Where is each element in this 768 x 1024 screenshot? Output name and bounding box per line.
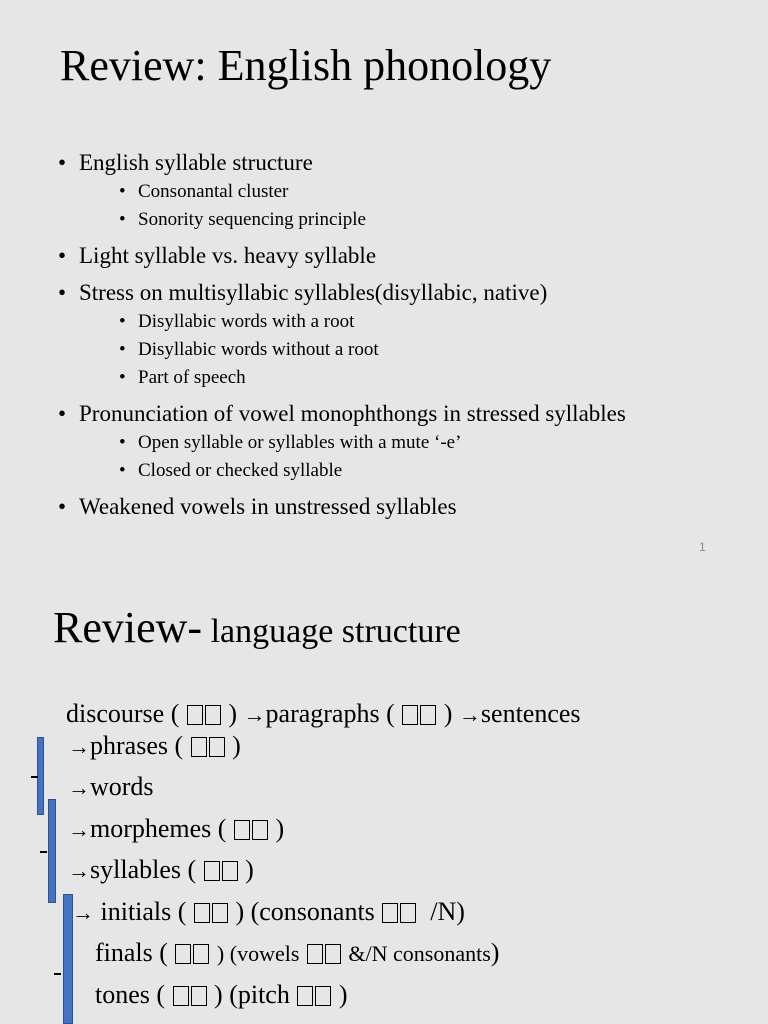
title-main: Review- [53, 603, 203, 652]
label-syllables: syllables ( [90, 855, 197, 884]
close-paren: ) [232, 731, 241, 760]
row-phrases [68, 730, 241, 763]
cjk-glyph [402, 705, 418, 725]
arrow-icon: → [68, 775, 90, 800]
cjk-glyph [209, 737, 225, 757]
bullet-text: Weakened vowels in unstressed syllables [79, 494, 457, 519]
label-tones: tones ( [95, 980, 166, 1009]
sub-bullet-item [79, 206, 748, 234]
sub-bullet-list [79, 308, 748, 392]
cjk-glyph [194, 903, 210, 923]
page-number: 1 [699, 540, 706, 554]
label-n-suffix: /N) [430, 897, 465, 926]
bullet-dot-icon: • [58, 280, 67, 305]
bullet-item [58, 399, 748, 485]
label-paragraphs: paragraphs ( [265, 699, 395, 728]
bullet-list [58, 148, 748, 522]
cjk-glyph [222, 861, 238, 881]
sub-bullet-text: Disyllabic words without a root [138, 339, 379, 360]
sub-bullet-list [79, 178, 748, 234]
row-initials [72, 896, 465, 929]
close-paren: ) [275, 814, 285, 843]
arrow-icon: → [458, 702, 481, 727]
row-morphemes [68, 813, 284, 846]
cjk-glyph [307, 944, 323, 964]
cjk-glyph [252, 820, 268, 840]
sub-bullet-list [79, 429, 748, 485]
label-finals: finals ( [95, 938, 168, 967]
close-paren: ) [338, 980, 348, 1009]
sub-bullet-item [79, 364, 748, 392]
cjk-glyph [187, 705, 203, 725]
sub-bullet-text: Part of speech [138, 367, 246, 388]
bullet-dot-icon: • [58, 243, 67, 268]
cjk-glyph [297, 986, 313, 1006]
bullet-item [58, 492, 748, 522]
bullet-dot-icon: • [119, 432, 126, 453]
row-tones [95, 979, 348, 1011]
bracket-tick [54, 973, 61, 975]
sub-bullet-item [79, 457, 748, 485]
bracket-tick [40, 851, 47, 853]
label-vowels: ) (vowels [216, 941, 300, 966]
cjk-glyph [325, 944, 341, 964]
label-discourse: discourse ( [66, 699, 180, 728]
close-paren: ) [245, 855, 254, 884]
bracket-phrases-words [37, 737, 44, 815]
close-paren: ) [490, 938, 500, 967]
row-words [68, 771, 154, 804]
sub-bullet-item [79, 178, 748, 206]
row-finals [95, 937, 499, 970]
label-sentences: sentences [480, 699, 581, 728]
cjk-glyph [315, 986, 331, 1006]
label-pitch: ) (pitch [214, 980, 290, 1009]
bullet-text: Pronunciation of vowel monophthongs in stressed syllables [79, 401, 626, 426]
arrow-icon: → [68, 858, 90, 883]
sub-bullet-item [79, 336, 748, 364]
cjk-glyph [420, 705, 436, 725]
sub-bullet-text: Open syllable or syllables with a mute ‘-e’ [138, 432, 462, 453]
sub-bullet-item [79, 308, 748, 336]
bracket-tick [31, 776, 38, 778]
arrow-icon: → [72, 900, 94, 925]
slide-language-structure [0, 570, 768, 1024]
bullet-dot-icon: • [58, 494, 67, 519]
sub-bullet-item [79, 429, 748, 457]
bullet-dot-icon: • [119, 339, 126, 360]
label-phrases: phrases ( [90, 731, 184, 760]
cjk-glyph [205, 705, 221, 725]
label-n-consonants: &/N consonants [348, 941, 491, 966]
bullet-text: Light syllable vs. heavy syllable [79, 243, 377, 268]
cjk-glyph [204, 861, 220, 881]
sub-bullet-text: Sonority sequencing principle [138, 209, 366, 230]
sub-bullet-text: Disyllabic words with a root [138, 311, 355, 332]
bullet-item [58, 148, 748, 234]
row-syllables [68, 854, 254, 887]
arrow-icon: → [68, 817, 90, 842]
title-sub: language structure [202, 613, 461, 650]
close-paren: ) [443, 699, 453, 728]
bullet-item [58, 241, 748, 271]
bullet-dot-icon: • [119, 311, 126, 332]
close-paren: ) [228, 699, 238, 728]
slide-title: Review: English phonology [60, 41, 552, 90]
language-hierarchy [0, 570, 768, 1024]
cjk-glyph [400, 903, 416, 923]
label-words: words [90, 772, 154, 801]
bullet-dot-icon: • [119, 367, 126, 388]
arrow-icon: → [68, 734, 90, 759]
bullet-dot-icon: • [58, 150, 67, 175]
bullet-dot-icon: • [119, 209, 126, 230]
bullet-item [58, 278, 748, 392]
sub-bullet-text: Consonantal cluster [138, 181, 289, 202]
cjk-glyph [212, 903, 228, 923]
label-morphemes: morphemes ( [90, 814, 227, 843]
bullet-dot-icon: • [58, 401, 67, 426]
bullet-dot-icon: • [119, 460, 126, 481]
sub-bullet-text: Closed or checked syllable [138, 460, 343, 481]
cjk-glyph [175, 944, 191, 964]
row-discourse [66, 698, 581, 731]
label-consonants: ) (consonants [235, 897, 375, 926]
cjk-glyph [193, 944, 209, 964]
bullet-text: Stress on multisyllabic syllables(disyllabic, native) [79, 280, 548, 305]
arrow-icon: → [243, 702, 266, 727]
label-initials: initials ( [100, 897, 187, 926]
cjk-glyph [173, 986, 189, 1006]
bullet-dot-icon: • [119, 181, 126, 202]
cjk-glyph [191, 737, 207, 757]
bullet-text: English syllable structure [79, 150, 313, 175]
bracket-morphemes-syllables [48, 799, 56, 903]
cjk-glyph [382, 903, 398, 923]
cjk-glyph [191, 986, 207, 1006]
cjk-glyph [234, 820, 250, 840]
